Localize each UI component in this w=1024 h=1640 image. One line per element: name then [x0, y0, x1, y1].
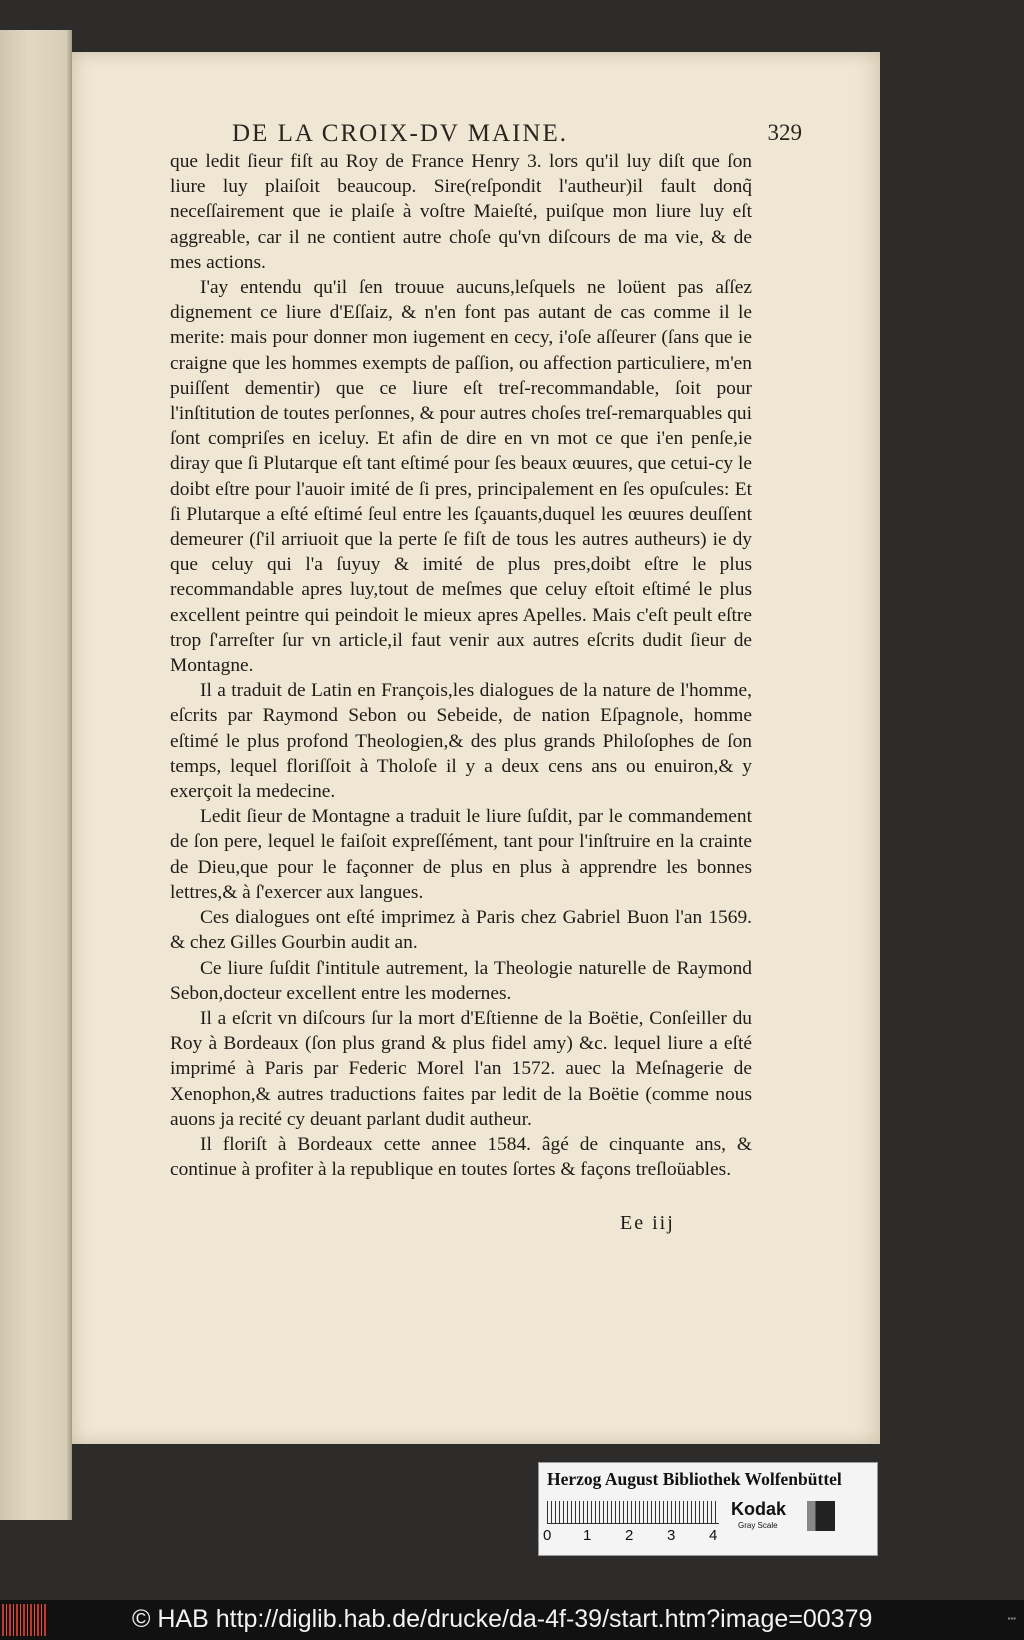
kodak-logo: Kodak: [731, 1499, 787, 1519]
paragraph: que ledit ſieur fiſt au Roy de France Henry 3. lors qu'il luy diſt que ſon liure luy plaiſoit beaucoup. Sire(reſpondit l'autheur)il fault donq̃ neceſſairement que ie plaiſe à voſtre Maieſté, puiſque mon liure luy eſt aggreable, car il ne contient autre choſe qu'vn diſcours de ma vie, & de mes actions.: [170, 151, 752, 273]
footer-url[interactable]: © HAB http://diglib.hab.de/drucke/da-4f-39/start.htm?image=00379: [132, 1605, 873, 1633]
scale-labels: [543, 1527, 723, 1547]
paragraph: Ces dialogues ont eſté imprimez à Paris chez Gabriel Buon l'an 1569. & chez Gilles Gourbin audit an.: [170, 907, 752, 954]
running-head: DE LA CROIX-DV MAINE.: [232, 120, 568, 147]
book-page: [72, 52, 880, 1444]
paragraph: Ce liure ſuſdit ſ'intitule autrement, la Theologie naturelle de Raymond Sebon,docteur excellent entre les modernes.: [170, 957, 752, 1004]
facing-page-edge: [0, 30, 72, 1520]
paragraph: I'ay entendu qu'il ſen trouue aucuns,leſquels ne loüent pas aſſez dignement ce liure d'Eſſaiz, & n'en font pas autant de cas comme il le merite: mais pour donner mon iugement en cecy, i'oſe aſſeurer (ſans que ie craigne que les hommes exempts de paſſion, ou affection particuliere, m'en puiſſent dementir) que ce liure eſt treſ-recommandable, ſoit pour l'inſtitution de toutes perſonnes, & pour autres choſes treſ-remarquables qui ſont compriſes en iceluy. Et afin de dire en vn mot ce que i'en penſe,ie diray que ſi Plutarque eſt tant eſtimé pour ſes beaux œuures, que cetui-cy le doibt eſtre pour l'auoir imité de ſi pres, principalement en ſes opuſcules: Et ſi Plutarque a eſté eſtimé ſeul entre les ſçauants,duquel les œuures deuſſent demeurer (ſ'il arriuoit que la perte ſe fiſt de tous les autres autheurs) ie dy que celuy qui l'a ſuyuy & imité de plus pres,doibt eſtre le plus recommandable apres luy,tout de meſmes que celuy eſtoit eſtimé le plus excellent peintre qui peindoit le mieux apres Apelles. Mais c'eſt peult eſtre trop ſ'arreſter ſur vn article,il faut venir aux autres eſcrits dudit ſieur de Montagne.: [170, 277, 752, 677]
scale-label: 1: [583, 1527, 592, 1544]
scale-label: 4: [709, 1527, 718, 1544]
signature-mark: Ee iij: [620, 1212, 675, 1234]
gray-scale-label: Gray Scale: [738, 1521, 778, 1530]
text-block: [170, 149, 752, 1182]
barcode-icon: [2, 1604, 46, 1636]
scale-label: 3: [667, 1527, 676, 1544]
paragraph: Il a eſcrit vn diſcours ſur la mort d'Eſtienne de la Boëtie, Conſeiller du Roy à Bordeaux (ſon plus grand & plus fidel amy) &c. lequel liure a eſté imprimé à Paris par Federic Morel l'an 1572. auec la Meſnagerie de Xenophon,& autres traductions faites par ledit de la Boëtie (comme nous auons ja recité cy deuant parlant dudit autheur.: [170, 1007, 752, 1130]
library-name: Herzog August Bibliothek Wolfenbüttel: [547, 1469, 842, 1489]
scale-label: 0: [543, 1527, 552, 1544]
footer-mark: ▪▪▪: [1007, 1614, 1016, 1623]
page-number: 329: [767, 120, 802, 145]
paragraph: Ledit ſieur de Montagne a traduit le liure ſuſdit, par le commandement de ſon pere, lequel le faiſoit expreſſément, tant pour l'inſtruire en la crainte de Dieu,que pour le façonner de plus en plus à apprendre les bonnes lettres,& à ſ'exercer aux langues.: [170, 806, 752, 903]
footer: [0, 1600, 1024, 1640]
scale-label: 2: [625, 1527, 634, 1544]
gray-swatch: [807, 1501, 835, 1531]
color-calibration-bar: [538, 1462, 878, 1556]
paragraph: Il floriſt à Bordeaux cette annee 1584. âgé de cinquante ans, & continue à profiter à la republique en toutes ſortes & façons treſloüables.: [170, 1133, 752, 1181]
paragraph: Il a traduit de Latin en François,les dialogues de la nature de l'homme, eſcrits par Raymond Sebon ou Sebeide, de nation Eſpagnole, homme eſtimé le plus profond Theologien,& des plus grands Philoſophes de ſon temps, lequel floriſſoit à Tholoſe il y a deux cens ans ou enuiron,& y exerçoit la medecine.: [170, 680, 752, 803]
scale-ruler: [547, 1501, 719, 1524]
